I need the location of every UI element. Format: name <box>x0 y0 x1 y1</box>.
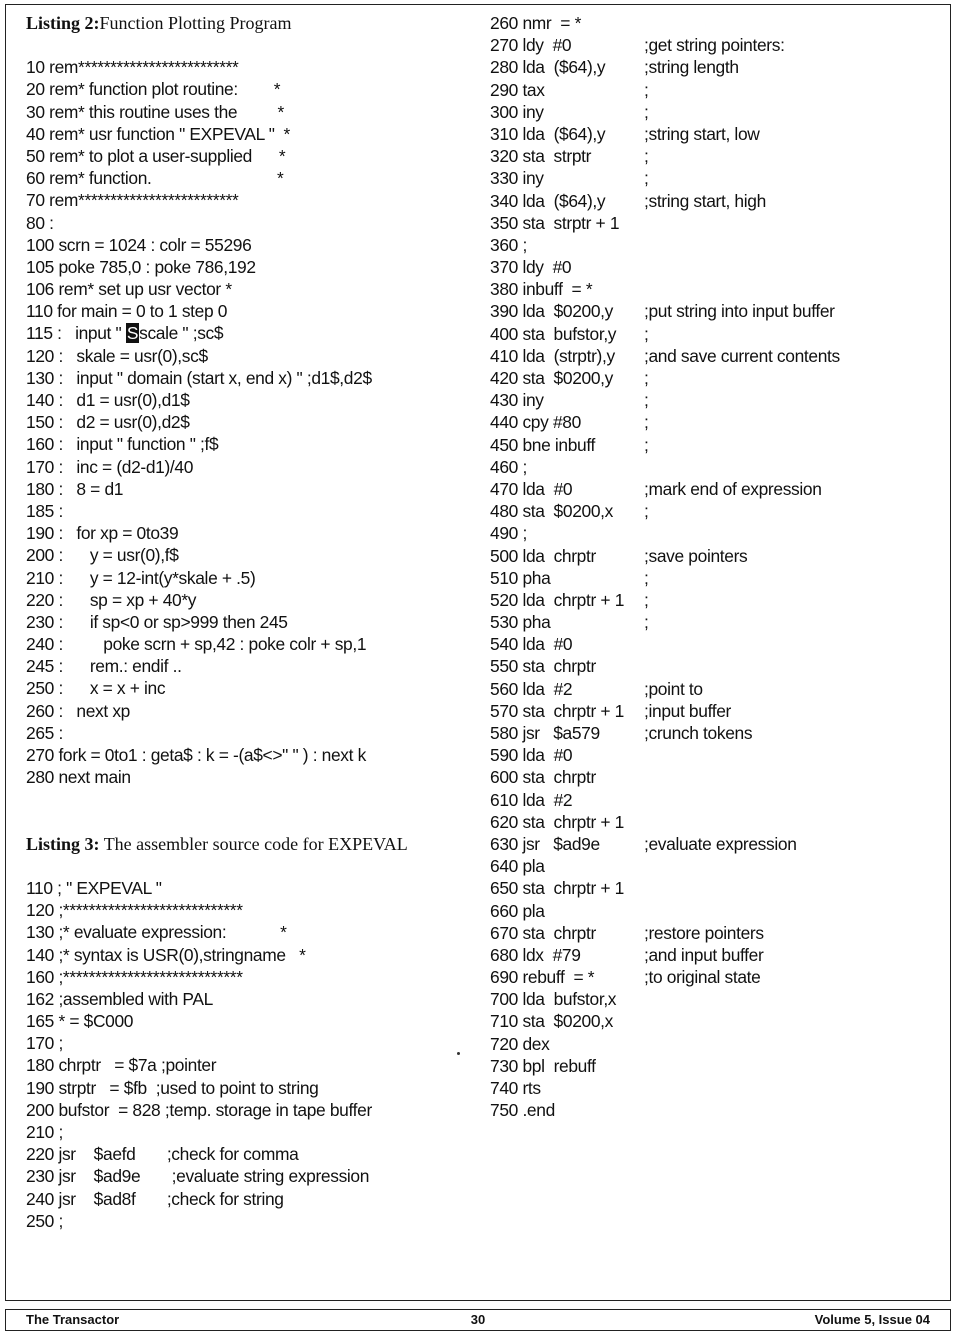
code-text: 380 inbuff = * <box>490 279 593 300</box>
code-line: 210 ; <box>26 1122 63 1142</box>
listing2-code-part2 <box>26 345 466 789</box>
code-text: 370 ldy #0 <box>490 257 572 278</box>
code-line: 220 : sp = xp + 40*y <box>26 589 197 610</box>
code-line: 230 jsr $ad9e ;evaluate string expression <box>26 1166 370 1187</box>
code-line <box>490 744 930 766</box>
code-text: 490 ; <box>490 523 527 544</box>
code-text: 270 ldy #0 <box>490 35 572 56</box>
code-text: 360 ; <box>490 234 527 255</box>
code-line: 250 ; <box>26 1210 63 1231</box>
code-line <box>490 700 930 722</box>
code-text: 650 sta chrptr + 1 <box>490 878 625 899</box>
code-line: 200 bufstor = 828 ;temp. storage in tape buffer <box>26 1099 372 1120</box>
code-comment: ;evaluate expression <box>644 833 797 854</box>
page-footer <box>5 1309 951 1331</box>
code-line <box>490 1055 930 1077</box>
code-line <box>490 190 930 212</box>
code-line <box>490 633 930 655</box>
code-line <box>490 456 930 478</box>
code-text: 520 lda chrptr + 1 <box>490 589 625 610</box>
code-text: 610 lda #2 <box>490 789 573 810</box>
code-text: 320 sta strptr <box>490 146 592 167</box>
code-text: 540 lda #0 <box>490 634 573 655</box>
code-line: 190 strptr = $fb ;used to point to string <box>26 1077 319 1098</box>
code-line: 180 : 8 = d1 <box>26 478 124 499</box>
code-comment: ; <box>644 589 649 610</box>
highlighted-cursor-char: S <box>126 323 139 344</box>
code-text: 570 sta chrptr + 1 <box>490 700 625 721</box>
spacer <box>26 811 466 833</box>
code-comment: ;string length <box>644 57 739 78</box>
code-comment: ;to original state <box>644 967 761 988</box>
left-column <box>26 12 466 1232</box>
code-line: 280 next main <box>26 767 131 788</box>
code-comment: ;restore pointers <box>644 922 764 943</box>
code-line: 245 : rem.: endif .. <box>26 656 182 677</box>
code-line <box>490 589 930 611</box>
code-text: 420 sta $0200,y <box>490 368 613 388</box>
code-line <box>490 522 930 544</box>
code-text: 700 lda bufstor,x <box>490 989 617 1010</box>
code-line: 70 rem************************* <box>26 190 239 211</box>
code-comment: ;mark end of expression <box>644 478 822 499</box>
footer-publication: The Transactor <box>26 1312 120 1327</box>
code-line <box>490 389 930 411</box>
code-line <box>490 212 930 234</box>
code-text: 740 rts <box>490 1078 541 1098</box>
code-comment: ; <box>644 168 649 189</box>
code-text: 680 ldx #79 <box>490 944 581 965</box>
code-line <box>490 300 930 322</box>
code-line: 185 : <box>26 500 63 521</box>
code-line: 190 : for xp = 0to39 <box>26 523 179 544</box>
code-line <box>490 478 930 500</box>
code-line <box>490 944 930 966</box>
code-line: 220 jsr $aefd ;check for comma <box>26 1144 299 1165</box>
code-line <box>490 988 930 1010</box>
code-line <box>490 367 930 389</box>
footer-page-number: 30 <box>470 1312 486 1327</box>
spacer <box>26 34 466 56</box>
code-line: 120 ;**************************** <box>26 900 243 921</box>
listing2-heading-label: Listing 2: <box>26 13 100 33</box>
code-text: 400 sta bufstor,y <box>490 323 617 344</box>
code-line: 250 : x = x + inc <box>26 678 166 699</box>
code-line <box>490 1033 930 1055</box>
code-line <box>490 545 930 567</box>
code-line: 260 : next xp <box>26 700 130 721</box>
code-line: 160 : input " function " ;f$ <box>26 434 219 455</box>
code-text: 500 lda chrptr <box>490 545 596 566</box>
code-line <box>490 678 930 700</box>
code-line: 40 rem* usr function " EXPEVAL " * <box>26 123 290 144</box>
spacer <box>26 855 466 877</box>
code-comment: ; <box>644 79 649 100</box>
code-text: 460 ; <box>490 456 527 477</box>
code-comment: ;get string pointers: <box>644 35 785 56</box>
code-text: 430 iny <box>490 390 544 411</box>
code-comment: ;string start, high <box>644 190 766 211</box>
code-comment: ; <box>644 323 649 344</box>
code-line: 110 for main = 0 to 1 step 0 <box>26 301 228 322</box>
code-text: 620 sta chrptr + 1 <box>490 811 625 832</box>
code-line: 230 : if sp<0 or sp>999 then 245 <box>26 611 288 632</box>
code-line: 100 scrn = 1024 : colr = 55296 <box>26 234 252 255</box>
code-text: 560 lda #2 <box>490 678 573 699</box>
code-text: 730 bpl rebuff <box>490 1055 596 1076</box>
code-comment: ; <box>644 434 649 455</box>
code-comment: ; <box>644 412 649 433</box>
code-text: 670 sta chrptr <box>490 922 596 943</box>
right-column <box>490 12 930 1121</box>
code-line <box>490 278 930 300</box>
code-line <box>490 877 930 899</box>
code-line <box>490 1077 930 1099</box>
code-text: 310 lda ($64),y <box>490 123 606 144</box>
listing2-heading-title: Function Plotting Program <box>99 13 292 33</box>
code-line <box>490 966 930 988</box>
code-line <box>490 79 930 101</box>
code-line: 140 ;* syntax is USR(0),stringname * <box>26 944 306 965</box>
code-line <box>490 655 930 677</box>
listing2-code-part1 <box>26 56 466 322</box>
code-line: 150 : d2 = usr(0),d2$ <box>26 412 190 433</box>
code-line <box>490 56 930 78</box>
code-text: 550 sta chrptr <box>490 656 596 677</box>
code-line <box>490 1010 930 1032</box>
code-text: 640 pla <box>490 856 545 877</box>
code-text: 330 iny <box>490 168 544 189</box>
code-text: 470 lda #0 <box>490 478 573 499</box>
code-text: 290 tax <box>490 79 545 100</box>
code-line <box>490 500 930 522</box>
code-line <box>490 323 930 345</box>
code-line <box>490 900 930 922</box>
code-line <box>490 12 930 34</box>
code-line: 210 : y = 12-int(y*skale + .5) <box>26 567 256 588</box>
code-text: 600 sta chrptr <box>490 767 596 788</box>
code-line: 80 : <box>26 212 54 233</box>
code-comment: ; <box>644 567 649 588</box>
code-line <box>490 123 930 145</box>
code-line <box>490 101 930 123</box>
code-line <box>490 256 930 278</box>
code-text: 510 pha <box>490 567 551 588</box>
code-line: 60 rem* function. * <box>26 168 284 189</box>
code-line-115-prefix: 115 : input " <box>26 323 126 344</box>
code-line: 265 : <box>26 722 63 743</box>
listing3-code <box>26 877 466 1232</box>
stray-mark <box>457 1052 460 1055</box>
code-line: 270 fork = 0to1 : geta$ : k = -(a$<>" " ) : next k <box>26 745 366 765</box>
listing3-heading-label: Listing 3: <box>26 833 100 854</box>
code-text: 340 lda ($64),y <box>490 190 606 211</box>
code-comment: ;crunch tokens <box>644 723 753 743</box>
code-text: 660 pla <box>490 900 545 921</box>
code-line: 105 poke 785,0 : poke 786,192 <box>26 256 256 277</box>
code-comment: ;put string into input buffer <box>644 301 835 322</box>
code-text: 410 lda (strptr),y <box>490 345 615 366</box>
code-line: 20 rem* function plot routine: * <box>26 79 281 100</box>
code-line: 106 rem* set up usr vector * <box>26 279 232 300</box>
code-text: 450 bne inbuff <box>490 434 596 455</box>
listing2-heading <box>26 12 466 34</box>
code-text: 630 jsr $ad9e <box>490 833 600 854</box>
code-line: 160 ;**************************** <box>26 966 243 987</box>
code-line <box>490 434 930 456</box>
code-comment: ; <box>644 612 649 633</box>
code-line <box>490 1099 930 1121</box>
code-comment: ; <box>644 501 649 522</box>
code-line: 240 : poke scrn + sp,42 : poke colr + sp,1 <box>26 634 367 655</box>
code-comment: ;save pointers <box>644 545 748 566</box>
code-line: 165 * = $C000 <box>26 1011 134 1032</box>
code-line <box>490 167 930 189</box>
code-text: 350 sta strptr + 1 <box>490 212 620 233</box>
footer-issue: Volume 5, Issue 04 <box>814 1312 930 1327</box>
code-line-115 <box>26 322 466 344</box>
code-line <box>490 411 930 433</box>
code-text: 590 lda #0 <box>490 745 573 766</box>
code-line <box>490 34 930 56</box>
code-line: 170 ; <box>26 1033 63 1054</box>
code-line <box>490 766 930 788</box>
code-text: 750 .end <box>490 1100 555 1121</box>
code-text: 280 lda ($64),y <box>490 57 606 78</box>
listing3-code-continued <box>490 12 930 1121</box>
code-comment: ;input buffer <box>644 700 731 721</box>
code-line: 120 : skale = usr(0),sc$ <box>26 345 208 366</box>
code-comment: ; <box>644 390 649 411</box>
code-text: 390 lda $0200,y <box>490 301 614 322</box>
code-comment: ;point to <box>644 678 703 699</box>
code-line <box>490 234 930 256</box>
code-text: 480 sta $0200,x <box>490 501 613 522</box>
code-line: 200 : y = usr(0),f$ <box>26 545 179 566</box>
code-line: 10 rem************************* <box>26 57 239 78</box>
code-line: 30 rem* this routine uses the * <box>26 101 284 122</box>
code-text: 580 jsr $a579 <box>490 723 600 743</box>
code-text: 440 cpy #80 <box>490 412 581 433</box>
code-text: 530 pha <box>490 612 551 633</box>
code-text: 260 nmr = * <box>490 13 582 33</box>
code-line <box>490 145 930 167</box>
code-line: 50 rem* to plot a user-supplied * <box>26 145 286 166</box>
code-line: 130 ;* evaluate expression: * <box>26 922 287 943</box>
code-line <box>490 922 930 944</box>
code-line <box>490 833 930 855</box>
code-line: 170 : inc = (d2-d1)/40 <box>26 456 194 477</box>
code-line: 162 ;assembled with PAL <box>26 988 213 1009</box>
code-line: 140 : d1 = usr(0),d1$ <box>26 390 190 410</box>
code-line <box>490 345 930 367</box>
code-line <box>490 855 930 877</box>
code-line: 240 jsr $ad8f ;check for string <box>26 1188 284 1209</box>
code-line <box>490 611 930 633</box>
code-text: 710 sta $0200,x <box>490 1011 613 1032</box>
code-line: 110 ; " EXPEVAL " <box>26 877 162 898</box>
code-line <box>490 811 930 833</box>
code-line: 180 chrptr = $7a ;pointer <box>26 1055 217 1076</box>
code-comment: ; <box>644 368 649 388</box>
code-text: 720 dex <box>490 1033 550 1054</box>
code-comment: ;and input buffer <box>644 944 764 965</box>
code-text: 300 iny <box>490 101 544 122</box>
code-line <box>490 722 930 744</box>
code-comment: ;string start, low <box>644 123 760 144</box>
code-line: 130 : input " domain (start x, end x) " ;d1$,d2$ <box>26 367 372 388</box>
code-text: 690 rebuff = * <box>490 967 595 988</box>
listing3-heading <box>26 833 466 855</box>
listing3-heading-title: The assembler source code for EXPEVAL <box>99 833 408 854</box>
code-line <box>490 567 930 589</box>
code-comment: ; <box>644 101 649 122</box>
code-comment: ; <box>644 146 649 167</box>
code-comment: ;and save current contents <box>644 345 840 366</box>
spacer <box>26 788 466 810</box>
code-line-115-suffix: scale " ;sc$ <box>139 323 224 344</box>
code-line <box>490 789 930 811</box>
